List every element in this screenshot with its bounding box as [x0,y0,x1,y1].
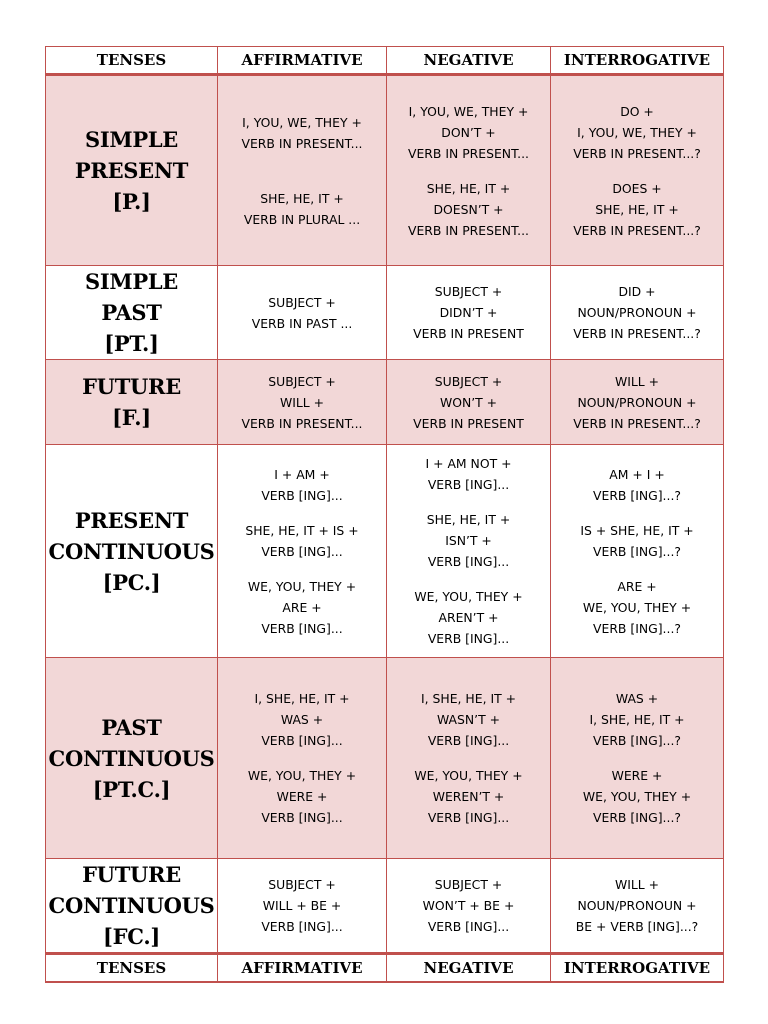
form-group [551,178,723,241]
form-group [551,281,723,344]
form-line: SUBJECT + [434,373,503,389]
form-line: VERB [ING]... [261,810,343,825]
row-simple-past [46,266,724,360]
form-group [218,292,386,334]
form-group [551,101,723,164]
form-line: WERE + [276,789,328,804]
form-line: WON’T + BE + [422,898,515,913]
header-tenses: TENSES [46,47,218,75]
interrogative-cell [551,360,724,445]
form-line: VERB [ING]... [261,620,343,636]
form-line: VERB IN PRESENT... [241,135,363,151]
form-line: VERB [ING]... [427,631,510,646]
tense-name [46,360,218,445]
form-line: ISN’T + [445,533,492,548]
tense-name [46,75,218,266]
form-group [387,453,550,495]
form-line: WILL + [279,394,325,410]
form-line: SHE, HE, IT + [426,512,511,527]
form-group [387,281,550,344]
tense-name-line: FUTURE [82,374,181,399]
row-simple-present [46,75,724,266]
header-interrogative: INTERROGATIVE [551,47,724,75]
form-line: DOESN’T + [433,201,504,217]
form-line: WILL + BE + [262,898,342,913]
form-line: I, SHE, HE, IT + [254,691,350,706]
interrogative-cell [551,859,724,954]
row-future [46,360,724,445]
affirmative-cell [218,75,387,266]
negative-cell [387,266,551,360]
form-line: WILL + [614,373,660,389]
negative-cell [387,360,551,445]
form-line: SUBJECT + [268,294,336,310]
form-line: DIDN’T + [439,305,498,320]
form-line: WE, YOU, THEY + [414,589,523,604]
form-line: VERB IN PRESENT...? [573,415,701,431]
form-line: VERB IN PRESENT [413,415,524,431]
form-line: SHE, HE, IT + [426,180,511,196]
form-line: VERB IN PRESENT... [407,145,529,161]
form-line: VERB IN PLURAL ... [243,211,361,227]
form-line: AREN’T + [438,610,499,625]
form-line: DID + [618,284,656,299]
form-line: I + AM + [274,466,330,482]
tense-name [46,859,218,954]
form-line: I, SHE, HE, IT + [589,712,685,727]
form-line: VERB [ING]...? [593,620,681,636]
form-line: SHE, HE, IT + [595,201,679,217]
form-line: SHE, HE, IT + IS + [245,522,359,538]
form-group [218,188,386,230]
tense-name-line: [PT.C.] [92,776,171,802]
form-group [551,765,723,828]
form-line: WE, YOU, THEY + [414,768,523,783]
form-group [218,874,386,937]
form-line: VERB IN PRESENT...? [573,145,701,161]
form-line: NOUN/PRONOUN + [577,305,697,320]
form-line: WAS + [615,691,659,706]
form-group [218,765,386,828]
form-line: VERB [ING]... [427,554,510,569]
row-past-continuous [46,658,724,859]
tense-name [46,445,218,658]
form-line: VERB [ING]...? [593,733,681,748]
negative-cell [387,445,551,658]
form-line: I, YOU, WE, THEY + [577,124,697,140]
form-line: WE, YOU, THEY + [247,768,357,783]
negative-cell [387,658,551,859]
header-affirmative: AFFIRMATIVE [218,47,387,75]
form-line: WE, YOU, THEY + [582,789,692,804]
affirmative-cell [218,658,387,859]
form-line: NOUN/PRONOUN + [577,898,697,913]
form-line: VERB IN PRESENT... [407,222,529,238]
form-group [551,464,723,506]
form-line: SUBJECT + [434,284,503,299]
interrogative-cell [551,266,724,360]
tense-name-line: PAST [101,714,162,740]
form-group [218,576,386,639]
footer-affirmative: AFFIRMATIVE [218,954,387,983]
form-line: VERB IN PRESENT...? [573,326,701,341]
form-group [387,688,550,751]
form-line: WAS + [280,712,324,727]
form-line: DO + [620,103,654,119]
form-group [551,576,723,639]
form-line: NOUN/PRONOUN + [577,394,697,410]
form-group [387,586,550,649]
form-line: VERB [ING]... [261,543,343,559]
form-line: IS + SHE, HE, IT + [580,522,694,538]
form-line: ARE + [282,599,322,615]
form-line: WILL + [614,877,660,892]
form-group [218,688,386,751]
form-line: VERB [ING]... [427,733,510,748]
form-line: DOES + [612,180,662,196]
header-row-top [46,47,724,75]
tense-name-line: CONTINUOUS [48,538,215,564]
footer-negative: NEGATIVE [387,954,551,983]
form-line: VERB [ING]...? [593,810,681,825]
form-line: WON’T + [439,394,498,410]
affirmative-cell [218,859,387,954]
form-group [551,874,723,937]
negative-cell [387,75,551,266]
form-group [551,371,723,434]
form-line: SHE, HE, IT + [260,190,344,206]
footer-interrogative: INTERROGATIVE [551,954,724,983]
form-group [387,765,550,828]
row-future-continuous [46,859,724,954]
form-group [387,178,550,241]
tense-name-line: PAST [101,300,162,325]
form-line: VERB IN PRESENT... [241,415,363,431]
tense-name-line: SIMPLE [85,269,178,294]
form-line: SUBJECT + [268,373,336,389]
form-line: WERE + [611,768,663,783]
form-group [387,101,550,164]
form-line: SUBJECT + [434,877,503,892]
tense-name-line: CONTINUOUS [48,893,215,918]
form-group [218,112,386,154]
form-line: I, SHE, HE, IT + [421,691,516,706]
form-line: WASN’T + [436,712,500,727]
form-line: BE + VERB [ING]...? [575,919,699,934]
form-line: VERB IN PRESENT...? [573,222,701,238]
negative-cell [387,859,551,954]
form-line: VERB IN PAST ... [251,315,353,331]
interrogative-cell [551,75,724,266]
tense-name-line: SIMPLE [85,127,178,152]
tense-name-line: [FC.] [103,924,160,949]
form-group [218,371,386,434]
form-group [387,874,550,937]
tense-name-line: [PT.] [104,331,159,356]
affirmative-cell [218,266,387,360]
interrogative-cell [551,658,724,859]
tense-name-line: PRESENT [74,507,189,533]
form-line: WE, YOU, THEY + [247,578,357,594]
form-group [551,688,723,751]
form-line: I, YOU, WE, THEY + [408,103,529,119]
form-line: VERB [ING]... [427,919,510,934]
tense-name-line: [F.] [112,405,151,430]
header-row-bottom [46,954,724,983]
form-line: VERB [ING]... [427,810,510,825]
tense-name-line: CONTINUOUS [48,745,215,771]
form-line: VERB [ING]... [427,477,510,492]
affirmative-cell [218,445,387,658]
tense-name [46,266,218,360]
form-line: ARE + [617,578,657,594]
tenses-table [45,46,724,983]
form-line: VERB [ING]...? [593,487,681,503]
form-line: I, YOU, WE, THEY + [242,114,362,130]
tense-name-line: FUTURE [82,862,181,887]
header-negative: NEGATIVE [387,47,551,75]
tense-name-line: PRESENT [74,158,189,183]
form-line: I + AM NOT + [425,456,512,471]
form-line: VERB [ING]... [261,919,343,934]
interrogative-cell [551,445,724,658]
form-group [218,520,386,562]
form-group [387,371,550,434]
row-present-continuous [46,445,724,658]
form-group [387,509,550,572]
footer-tenses: TENSES [46,954,218,983]
form-line: AM + I + [609,466,665,482]
form-line: WEREN’T + [432,789,505,804]
tense-name-line: [PC.] [102,569,161,595]
affirmative-cell [218,360,387,445]
form-line: VERB [ING]... [261,487,343,503]
form-line: VERB [ING]... [261,733,343,748]
tenses-chart [45,46,723,983]
form-line: WE, YOU, THEY + [582,599,692,615]
tense-name [46,658,218,859]
form-line: VERB [ING]...? [593,543,681,559]
tense-name-line: [P.] [112,189,151,214]
form-line: DON’T + [441,124,496,140]
form-group [551,520,723,562]
form-line: SUBJECT + [268,877,336,892]
form-group [218,464,386,506]
form-line: VERB IN PRESENT [413,326,524,341]
